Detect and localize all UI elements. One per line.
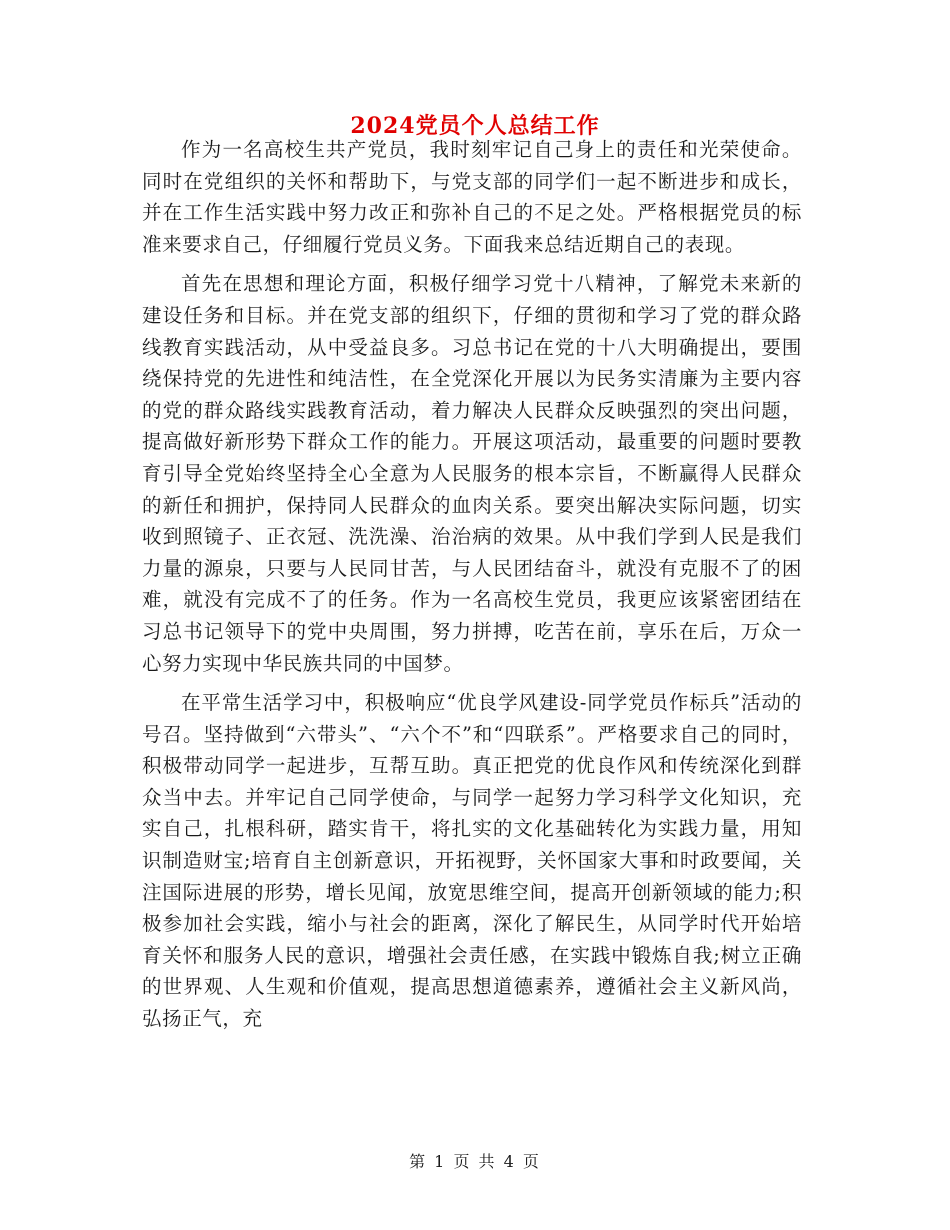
document-body bbox=[142, 134, 802, 1043]
document-title: 2024党员个人总结工作 bbox=[350, 113, 600, 139]
page-number-footer: 第 1 页 共 4 页 bbox=[409, 1152, 541, 1171]
paragraph: 作为一名高校生共产党员，我时刻牢记自己身上的责任和光荣使命。同时在党组织的关怀和帮助下，与党支部的同学们一起不断进步和成长，并在工作生活实践中努力改正和弥补自己的不足之处。严格根据党员的标准来要求自己，仔细履行党员义务。下面我来总结近期自己的表现。 bbox=[142, 138, 802, 256]
paragraph: 首先在思想和理论方面，积极仔细学习党十八精神，了解党未来新的建设任务和目标。并在党支部的组织下，仔细的贯彻和学习了党的群众路线教育实践活动，从中受益良多。习总书记在党的十八大明确提出，要围绕保持党的先进性和纯洁性，在全党深化开展以为民务实清廉为主要内容的党的群众路线实践教育活动，着力解决人民群众反映强烈的突出问题，提高做好新形势下群众工作的能力。开展这项活动，最重要的问题时要教育引导全党始终坚持全心全意为人民服务的根本宗旨，不断赢得人民群众的新任和拥护，保持同人民群众的血肉关系。要突出解决实际问题，切实收到照镜子、正衣冠、洗洗澡、治治病的效果。从中我们学到人民是我们力量的源泉，只要与人民同甘苦，与人民团结奋斗，就没有克服不了的困难，就没有完成不了的任务。作为一名高校生党员，我更应该紧密团结在习总书记领导下的党中央周围，努力拼搏，吃苦在前，享乐在后，万众一心努力实现中华民族共同的中国梦。 bbox=[142, 272, 802, 675]
paragraph: 在平常生活学习中，积极响应“优良学风建设-同学党员作标兵”活动的号召。坚持做到“六带头”、“六个不”和“四联系”。严格要求自己的同时，积极带动同学一起进步，互帮互助。真正把党的优良作风和传统深化到群众当中去。并牢记自己同学使命，与同学一起努力学习科学文化知识，充实自己，扎根科研，踏实肯干，将扎实的文化基础转化为实践力量，用知识制造财宝;培育自主创新意识，开拓视野，关怀国家大事和时政要闻，关注国际进展的形势，增长见闻，放宽思维空间，提高开创新领域的能力;积极参加社会实践，缩小与社会的距离，深化了解民生，从同学时代开始培育关怀和服务人民的意识，增强社会责任感，在实践中锻炼自我;树立正确的世界观、人生观和价值观，提高思想道德素养，遵循社会主义新风尚，弘扬正气，充 bbox=[142, 691, 802, 1031]
